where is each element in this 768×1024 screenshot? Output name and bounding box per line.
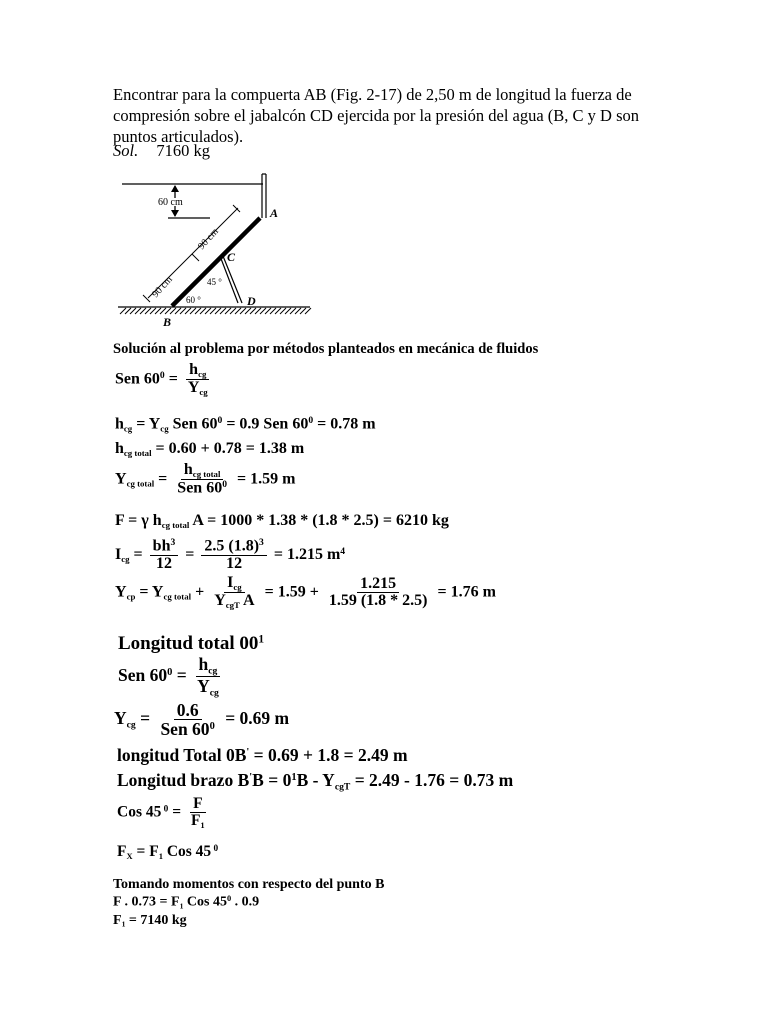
- hatch-mark: [250, 308, 256, 314]
- ground-hatching: [120, 308, 311, 314]
- hatch-mark: [195, 308, 201, 314]
- hatch-mark: [285, 308, 291, 314]
- hatch-mark: [245, 308, 251, 314]
- label-c: C: [227, 250, 236, 264]
- problem-line-2: compresión sobre el jabalcón CD ejercida por la presión del agua (B, C y D son: [113, 106, 640, 125]
- hatch-mark: [255, 308, 261, 314]
- label-b: B: [163, 315, 172, 329]
- hatch-mark: [145, 308, 151, 314]
- hatch-mark: [220, 308, 226, 314]
- dim-90cm-upper: 90 cm: [196, 226, 221, 253]
- eq1-1: Sen $60^0$ = $\frac{h_{cg}}{Y_{cg}}$: [115, 361, 208, 398]
- eq1-2: $h_{cg} = Y_{cg}$ Sen $60^0 = 0.9$ Sen $60^0 = 0.78$ m: [115, 415, 376, 434]
- hatch-mark: [175, 308, 181, 314]
- eq1-7: $Y_{cp} = Y_{cg total}$ + $\frac{I_{cg}}{Y_{cgT} A}$ = 1.59 + $\frac{1.215}{1.59 (1.8 * 2.5)}$ = 1.76 m: [115, 574, 496, 611]
- hatch-mark: [180, 308, 186, 314]
- angle-45: 45 °: [207, 277, 222, 287]
- hatch-mark: [275, 308, 281, 314]
- problem-line-3: puntos articulados).: [113, 127, 244, 146]
- problem-line-1: Encontrar para la compuerta AB (Fig. 2-17) de 2,50 m de longitud la fuerza de: [113, 85, 632, 104]
- hatch-mark: [160, 308, 166, 314]
- hatch-mark: [300, 308, 306, 314]
- hatch-mark: [235, 308, 241, 314]
- eq1-4: $Y_{cg total}$ = $\frac{h_{cg total}}{Sen 60^0}$ = 1.59 m: [115, 461, 296, 497]
- section2-title: Longitud total $00^1$: [118, 633, 265, 654]
- hatch-mark: [305, 308, 311, 314]
- hatch-mark: [140, 308, 146, 314]
- hatch-mark: [240, 308, 246, 314]
- hatch-mark: [215, 308, 221, 314]
- gate-figure: [110, 168, 320, 330]
- solution-answer: [113, 141, 210, 161]
- eq1-3: $h_{cg total} = 0.60 + 0.78 = 1.38$ m: [115, 440, 305, 459]
- hatch-mark: [295, 308, 301, 314]
- hatch-mark: [150, 308, 156, 314]
- eq2-3: longitud Total 0B' = 0.69 + 1.8 = 2.49 m: [117, 745, 408, 765]
- eq2-2: $Y_{cg}$ = $\frac{0.6}{Sen 60^0}$ = 0.69 m: [114, 700, 290, 740]
- eq2-6: $F_X = F_1$ Cos 45 $^0$: [117, 843, 219, 861]
- eq2-4: Longitud brazo $B'B = 0^1B - Y_{cgT} = 2.49 - 1.76 = 0.73$ m: [117, 770, 514, 793]
- sol-label: Sol.: [113, 141, 139, 160]
- eq1-5: F = γ $h_{cg total}$ A = 1000 * 1.38 * (1.8 * 2.5) = 6210 kg: [115, 512, 449, 531]
- hatch-mark: [130, 308, 136, 314]
- eq3-2: $F_1 = 7140$ kg: [113, 913, 187, 929]
- hatch-mark: [120, 308, 126, 314]
- hatch-mark: [270, 308, 276, 314]
- hatch-mark: [230, 308, 236, 314]
- problem-statement: [113, 84, 653, 147]
- hatch-mark: [225, 308, 231, 314]
- sol-value: 7160 kg: [156, 141, 210, 160]
- hatch-mark: [265, 308, 271, 314]
- dim-90cm-lower: 90 cm: [150, 274, 175, 301]
- hatch-mark: [135, 308, 141, 314]
- hatch-mark: [280, 308, 286, 314]
- label-a: A: [270, 206, 279, 220]
- section1-title: Solución al problema por métodos planteados en mecánica de fluidos: [113, 341, 539, 357]
- dim-60cm-label: 60 cm: [158, 197, 183, 208]
- label-d: D: [247, 294, 256, 308]
- eq1-6: $I_{cg}$ = $\frac{bh^3}{12}$ = $\frac{2.5 (1.8)^3}{12}$ = 1.215 $m^4$: [115, 537, 346, 573]
- hatch-mark: [200, 308, 206, 314]
- eq2-5: Cos 45 $^0$ = $\frac{F}{F_1}$: [117, 795, 205, 831]
- hatch-mark: [185, 308, 191, 314]
- hatch-mark: [125, 308, 131, 314]
- eq2-1: Sen $60^0$ = $\frac{h_{cg}}{Y_{cg}}$: [118, 654, 219, 699]
- hatch-mark: [190, 308, 196, 314]
- hatch-mark: [155, 308, 161, 314]
- section3-title: Tomando momentos con respecto del punto B: [113, 877, 385, 892]
- eq3-1: F . $0.73 = F_1$ Cos $45^0$ . 0.9: [113, 894, 260, 911]
- angle-60: 60 °: [186, 295, 201, 305]
- hatch-mark: [170, 308, 176, 314]
- hatch-mark: [165, 308, 171, 314]
- hatch-mark: [205, 308, 211, 314]
- hatch-mark: [290, 308, 296, 314]
- hatch-mark: [260, 308, 266, 314]
- hatch-mark: [210, 308, 216, 314]
